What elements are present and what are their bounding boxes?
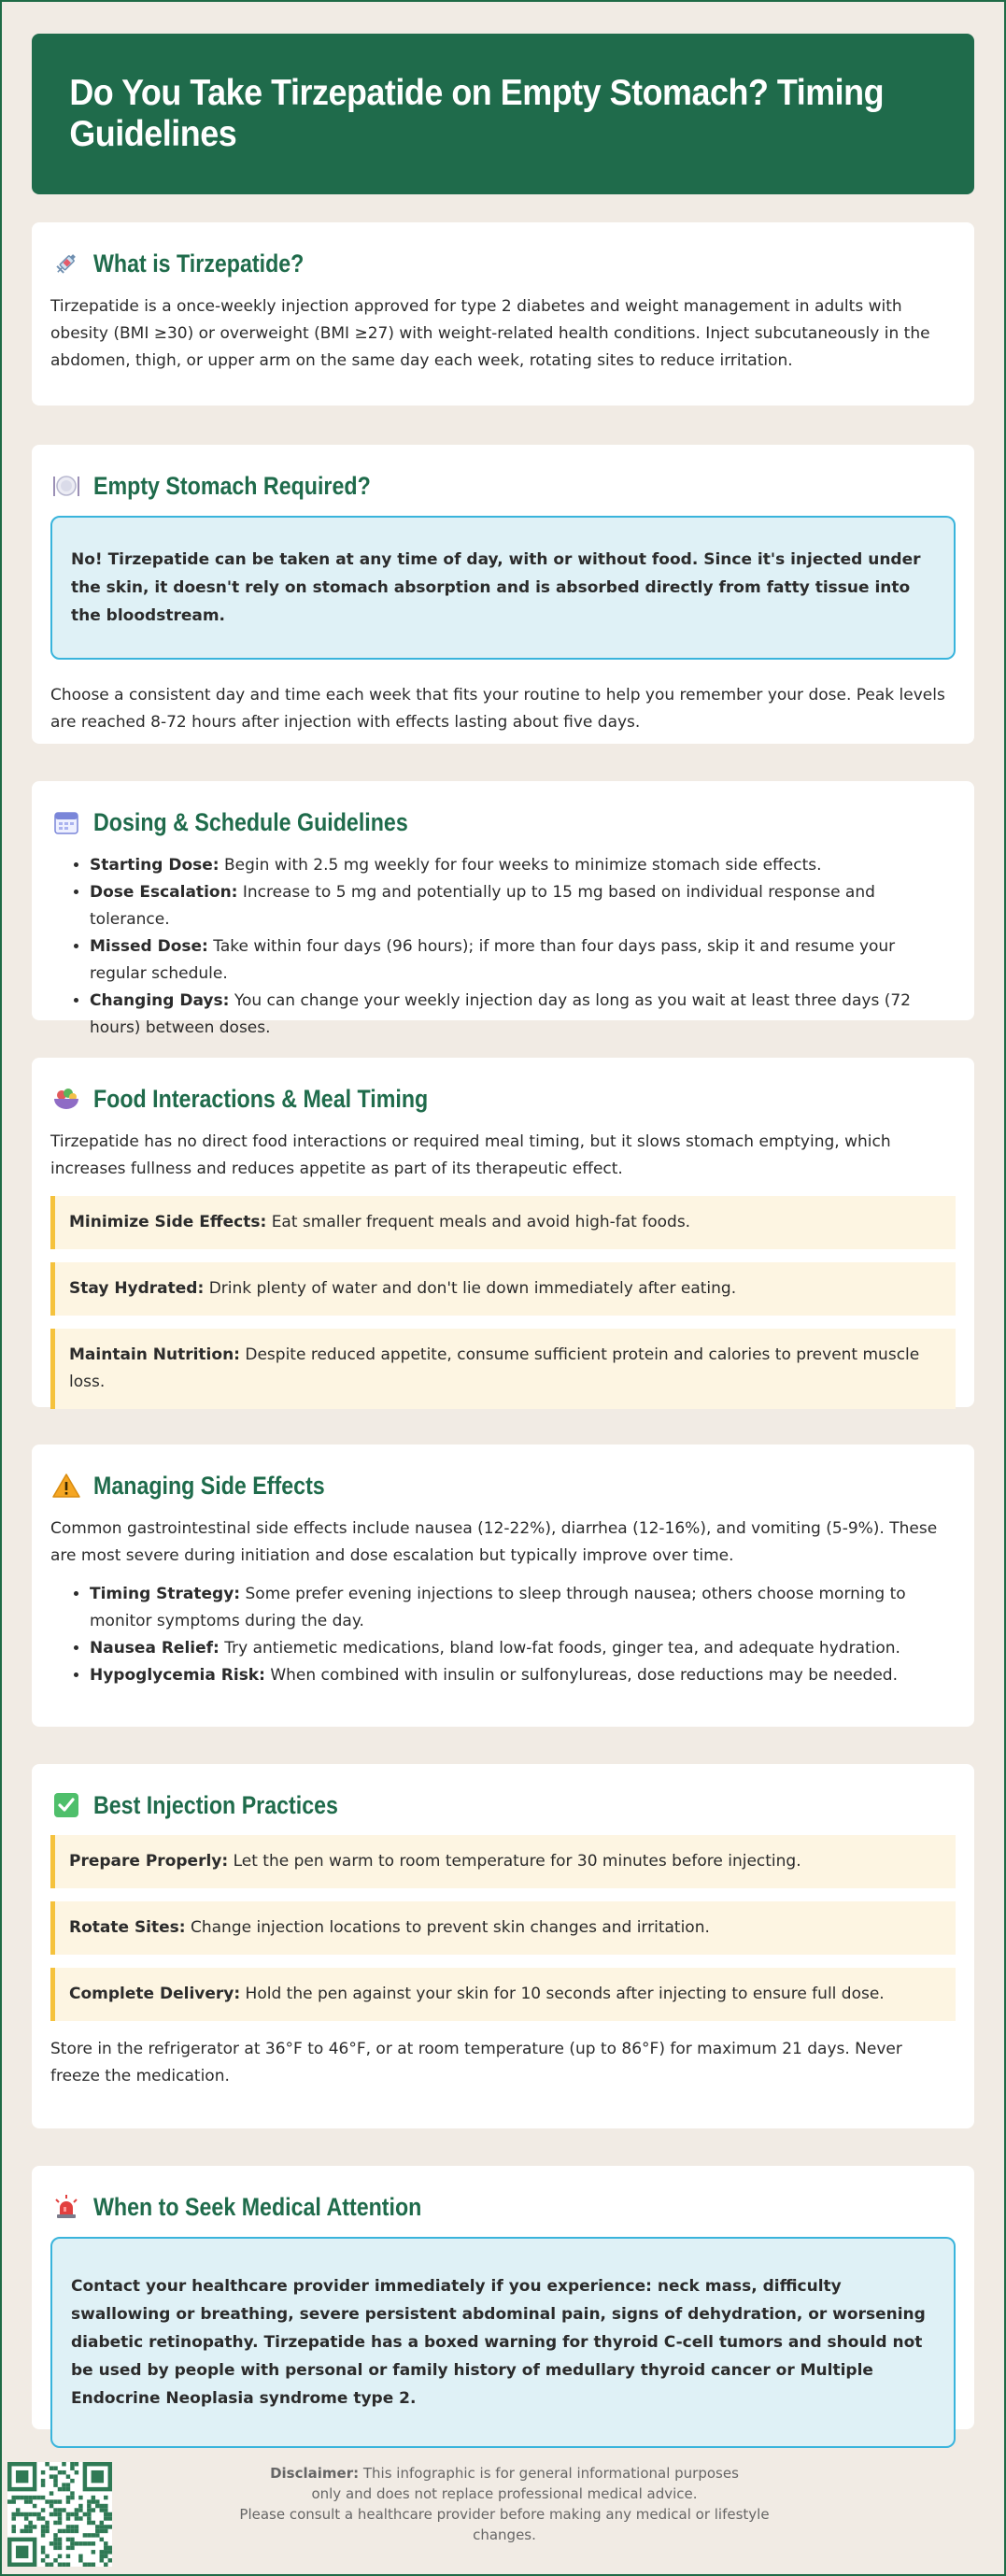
plate-icon (50, 470, 82, 502)
check-box-icon (50, 1789, 82, 1821)
card-injection (32, 1764, 974, 2128)
side-effects-list (50, 1581, 956, 1689)
card-title: Empty Stomach Required? (93, 471, 371, 500)
card-body: Choose a consistent day and time each week that fits your routine to help you remember your dose. Peak levels are reached 8-72 hours after injection with effects lasting about five days. (50, 686, 945, 732)
card-body: Tirzepatide is a once-weekly injection approved for type 2 diabetes and weight management in adults with obesity (BMI ≥30) or overweight (BMI ≥27) with weight-related health conditions. Inject subcutaneously in the abdomen, thigh, or upper arm on the same day each week, rotating sites to reduce irritation. (50, 297, 930, 370)
page-title: Do You Take Tirzepatide on Empty Stomach? Timing Guidelines (69, 73, 885, 154)
card-body: Tirzepatide has no direct food interactions or required meal timing, but it slows stomach emptying, which increases fullness and reduces appetite as part of its therapeutic effect. (50, 1132, 891, 1178)
card-title: When to Seek Medical Attention (93, 2192, 422, 2221)
page-header (32, 34, 974, 194)
card-title: What is Tirzepatide? (93, 249, 305, 278)
warning-callout: Contact your healthcare provider immediately if you experience: neck mass, difficulty swallowing or breathing, severe persistent abdominal pain, signs of dehydration, or worsening diabetic retinopathy. Tirzepatide has a boxed warning for thyroid C-cell tumors and should not be used by people with personal or family history of medullary thyroid cancer or Multiple Endocrine Neoplasia syndrome type 2. (50, 2237, 956, 2448)
card-dosing (32, 781, 974, 1037)
answer-callout: No! Tirzepatide can be taken at any time of day, with or without food. Since it's injected under the skin, it doesn't rely on stomach absorption and is absorbed directly from fatty tissue into the bloodstream. (50, 516, 956, 660)
list-item: • Starting Dose: Begin with 2.5 mg weekly for four weeks to minimize stomach side effects. (90, 852, 956, 879)
list-item: • Dose Escalation: Increase to 5 mg and potentially up to 15 mg based on individual response and tolerance. (90, 879, 956, 933)
qr-code (7, 2462, 112, 2567)
card-empty-stomach (32, 445, 974, 744)
siren-icon (50, 2191, 82, 2223)
tip-item: Complete Delivery: Hold the pen against your skin for 10 seconds after injecting to ensure full dose. (50, 1968, 956, 2021)
list-item: • Hypoglycemia Risk: When combined with insulin or sulfonylureas, dose reductions may be needed. (90, 1662, 956, 1689)
card-food (32, 1058, 974, 1407)
disclaimer: Disclaimer: This infographic is for general informational purposes only and does not replace professional medical advice. Please consult a healthcare provider before making any medical or lifestyle changes. (239, 2465, 770, 2543)
card-body: Common gastrointestinal side effects include nausea (12-22%), diarrhea (12-16%), and vomiting (5-9%). These are most severe during initiation and dose escalation but typically improve over time. (50, 1519, 938, 1565)
card-title: Best Injection Practices (93, 1790, 338, 1819)
warning-icon (50, 1470, 82, 1501)
salad-bowl-icon (50, 1083, 82, 1115)
calendar-icon (50, 806, 82, 838)
list-item: • Nausea Relief: Try antiemetic medications, bland low-fat foods, ginger tea, and adequate hydration. (90, 1635, 956, 1662)
card-side-effects (32, 1445, 974, 1727)
tip-item: Prepare Properly: Let the pen warm to room temperature for 30 minutes before injecting. (50, 1835, 956, 1888)
card-title: Food Interactions & Meal Timing (93, 1084, 429, 1113)
disclaimer-label: Disclaimer: (270, 2465, 360, 2482)
card-title: Dosing & Schedule Guidelines (93, 807, 408, 836)
list-item: • Timing Strategy: Some prefer evening injections to sleep through nausea; others choose morning to monitor symptoms during the day. (90, 1581, 956, 1635)
syringe-icon (50, 248, 82, 279)
card-what-is (32, 222, 974, 406)
list-item: • Missed Dose: Take within four days (96 hours); if more than four days pass, skip it and resume your regular schedule. (90, 933, 956, 988)
dosing-list (50, 852, 956, 1042)
tip-item: Rotate Sites: Change injection locations to prevent skin changes and irritation. (50, 1901, 956, 1955)
card-title: Managing Side Effects (93, 1471, 325, 1500)
tip-item: Minimize Side Effects: Eat smaller frequent meals and avoid high-fat foods. (50, 1196, 956, 1249)
list-item: • Changing Days: You can change your weekly injection day as long as you wait at least three days (72 hours) between doses. (90, 988, 956, 1042)
card-medical-attention (32, 2166, 974, 2429)
tip-item: Stay Hydrated: Drink plenty of water and don't lie down immediately after eating. (50, 1262, 956, 1316)
tip-item: Maintain Nutrition: Despite reduced appetite, consume sufficient protein and calories to prevent muscle loss. (50, 1329, 956, 1409)
card-body: Store in the refrigerator at 36°F to 46°F, or at room temperature (up to 86°F) for maximum 21 days. Never freeze the medication. (50, 2040, 902, 2085)
